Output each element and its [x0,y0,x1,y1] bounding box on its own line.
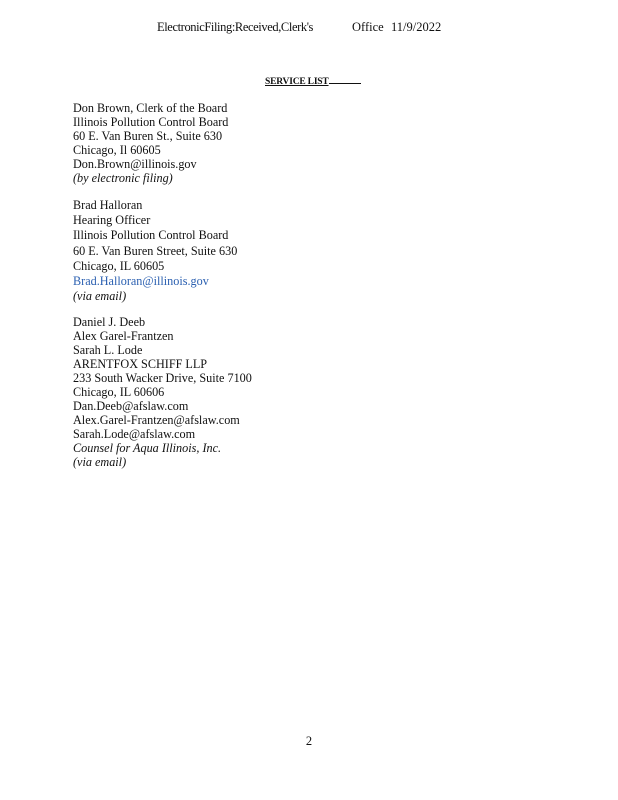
recipient-block-hearing-officer [73,198,237,304]
recipient-line: Chicago, Il 60605 [73,143,161,157]
recipient-email: Dan.Deeb@afslaw.com [73,399,189,413]
recipient-line: Daniel J. Deeb [73,315,146,329]
recipient-email: Sarah.Lode@afslaw.com [73,427,196,441]
recipient-block-counsel [73,315,252,469]
recipient-line: Hearing Officer [73,213,151,228]
recipient-line: Illinois Pollution Control Board [73,115,229,129]
filing-date: 11/9/2022 [391,20,442,34]
recipient-line: Chicago, IL 60606 [73,385,165,399]
recipient-email: Don.Brown@illinois.gov [73,157,197,171]
recipient-line: ARENTFOX SCHIFF LLP [73,357,208,371]
recipient-line: Illinois Pollution Control Board [73,228,229,243]
delivery-note: (via email) [73,455,127,469]
recipient-email-link[interactable]: Brad.Halloran@illinois.gov [73,274,209,289]
counsel-role: Counsel for Aqua Illinois, Inc. [73,441,222,455]
title-underline [329,74,361,84]
recipient-line: Alex Garel-Frantzen [73,329,174,343]
recipient-line: 233 South Wacker Drive, Suite 7100 [73,371,252,385]
recipient-email: Alex.Garel-Frantzen@afslaw.com [73,413,240,427]
recipient-line: 60 E. Van Buren Street, Suite 630 [73,243,238,258]
page-number: 2 [305,734,313,748]
recipient-line: Sarah L. Lode [73,343,143,357]
recipient-line: Don Brown, Clerk of the Board [73,101,228,115]
recipient-line: Chicago, IL 60605 [73,258,165,273]
delivery-note: (by electronic filing) [73,171,173,185]
service-list-title [265,74,361,87]
delivery-note: (via email) [73,289,127,304]
recipient-line: 60 E. Van Buren St., Suite 630 [73,129,223,143]
recipient-line: Brad Halloran [73,198,143,212]
filing-stamp-text: ElectronicFiling:Received,Clerk's [157,20,314,34]
recipient-block-clerk [73,101,228,185]
filing-office-text: Office [352,20,384,34]
service-list-title-text: SERVICE LIST [265,77,329,87]
